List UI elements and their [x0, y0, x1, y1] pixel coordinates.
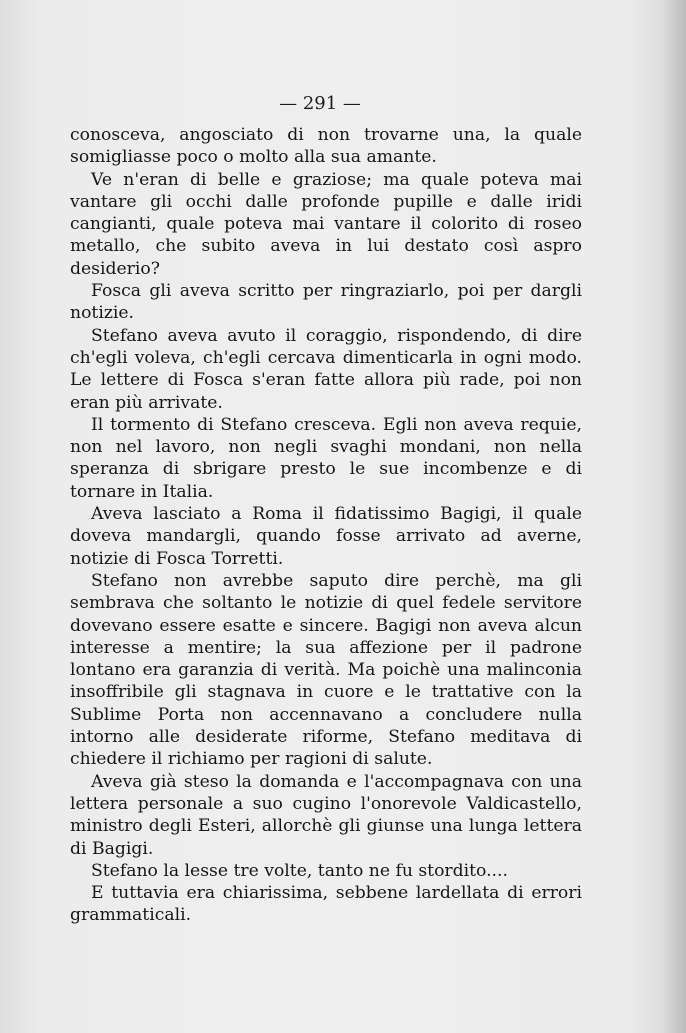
paragraph-4: Stefano aveva avuto il coraggio, rispondendo, di dire ch'egli voleva, ch'egli cercava dimenticarla in ogni modo. Le lettere di Fosca s'eran fatte allora più rade, poi non eran più arrivate. [70, 325, 582, 413]
paragraph-6: Aveva lasciato a Roma il fidatissimo Bagigi, il quale doveva mandargli, quando fosse arrivato ad averne, notizie di Fosca Torretti. [70, 504, 582, 569]
paragraph-5: Il tormento di Stefano cresceva. Egli non aveva requie, non nel lavoro, non negli svaghi mondani, non nella speranza di sbrigare presto le sue incombenze e di tornare in Italia. [70, 414, 582, 502]
body-text [70, 124, 582, 927]
paragraph-8: Aveva già steso la domanda e l'accompagnava con una lettera personale a suo cugino l'onorevole Valdicastello, ministro degli Esteri, allorchè gli giunse una lunga lettera di Bagigi. [70, 771, 582, 859]
paragraph-7: Stefano non avrebbe saputo dire perchè, ma gli sembrava che soltanto le notizie di quel fedele servitore dovevano essere esatte e sincere. Bagigi non aveva alcun interesse a mentire; la sua affezione per il padrone lontano era garanzia di verità. Ma poichè una malinconia insoffribile gli stagnava in cuore e le trattative con la Sublime Porta non accennavano a concludere nulla intorno alle desiderate riforme, Stefano meditava di chiedere il richiamo per ragioni di salute. [70, 570, 582, 770]
paragraph-2: Ve n'eran di belle e graziose; ma quale poteva mai vantare gli occhi dalle profonde pupille e dalle iridi cangianti, quale poteva mai vantare il colorito di roseo metallo, che subito aveva in lui destato così aspro desiderio? [70, 169, 582, 279]
page-edge-shadow [661, 0, 683, 1033]
paragraph-3: Fosca gli aveva scritto per ringraziarlo, poi per dargli notizie. [70, 281, 582, 324]
paragraph-1: conosceva, angosciato di non trovarne una, la quale somigliasse poco o molto alla sua amante. [70, 125, 582, 168]
paragraph-9: Stefano la lesse tre volte, tanto ne fu stordito.... [91, 860, 508, 881]
page-number: — 291 — [279, 93, 361, 114]
paragraph-10: E tuttavia era chiarissima, sebbene lardellata di errori grammaticali. [70, 883, 582, 926]
